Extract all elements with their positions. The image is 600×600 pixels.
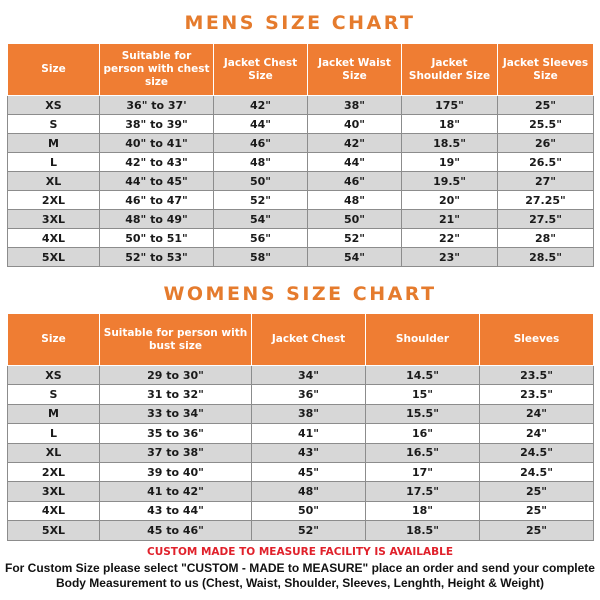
table-cell: 17.5" (366, 482, 480, 501)
table-cell: 36" to 37' (100, 96, 214, 115)
table-cell: 54" (308, 248, 402, 267)
table-cell: 175" (402, 96, 498, 115)
table-cell: 25" (480, 482, 594, 501)
table-cell: 27.5" (498, 210, 594, 229)
table-cell: 5XL (8, 248, 100, 267)
table-cell: 16.5" (366, 443, 480, 462)
table-cell: 28" (498, 229, 594, 248)
table-cell: 27.25" (498, 191, 594, 210)
table-cell: L (8, 424, 100, 443)
table-cell: 23.5" (480, 385, 594, 404)
table-row (8, 115, 594, 134)
table-row (8, 443, 594, 462)
mens-size-chart-title: MENS SIZE CHART (184, 12, 416, 34)
table-row (8, 210, 594, 229)
table-cell: 4XL (8, 501, 100, 520)
table-cell: 40" (308, 115, 402, 134)
table-cell: 27" (498, 172, 594, 191)
table-cell: 26.5" (498, 153, 594, 172)
header-jacket-chest: Jacket Chest (252, 314, 366, 366)
table-cell: 18" (366, 501, 480, 520)
table-cell: S (8, 385, 100, 404)
table-row (8, 229, 594, 248)
table-cell: 46" to 47" (100, 191, 214, 210)
table-cell: 18.5" (366, 521, 480, 540)
table-cell: 18" (402, 115, 498, 134)
header-jacket-shoulder: Jacket Shoulder Size (402, 44, 498, 96)
custom-measure-notice: CUSTOM MADE TO MEASURE FACILITY IS AVAILABLE (147, 546, 453, 558)
table-cell: 25" (480, 501, 594, 520)
table-cell: 16" (366, 424, 480, 443)
table-cell: 52" (214, 191, 308, 210)
table-cell: XS (8, 96, 100, 115)
table-cell: 52" (252, 521, 366, 540)
table-row (8, 134, 594, 153)
table-cell: 3XL (8, 482, 100, 501)
table-cell: 40" to 41" (100, 134, 214, 153)
table-cell: 25" (498, 96, 594, 115)
table-cell: 25.5" (498, 115, 594, 134)
table-cell: S (8, 115, 100, 134)
table-cell: M (8, 404, 100, 423)
table-cell: 38" (252, 404, 366, 423)
table-cell: 43 to 44" (100, 501, 252, 520)
table-row (8, 424, 594, 443)
table-cell: L (8, 153, 100, 172)
table-cell: 52" to 53" (100, 248, 214, 267)
table-cell: 19" (402, 153, 498, 172)
table-cell: 39 to 40" (100, 462, 252, 481)
table-cell: 18.5" (402, 134, 498, 153)
table-cell: 20" (402, 191, 498, 210)
table-cell: 35 to 36" (100, 424, 252, 443)
table-cell: 24.5" (480, 462, 594, 481)
table-row (8, 191, 594, 210)
table-cell: 54" (214, 210, 308, 229)
header-shoulder: Shoulder (366, 314, 480, 366)
table-cell: 34" (252, 366, 366, 385)
table-row (8, 153, 594, 172)
table-cell: 31 to 32" (100, 385, 252, 404)
header-bust-range: Suitable for person with bust size (100, 314, 252, 366)
table-header-row (8, 314, 594, 366)
table-cell: 41" (252, 424, 366, 443)
table-cell: 25" (480, 521, 594, 540)
table-cell: 44" (308, 153, 402, 172)
table-cell: 45 to 46" (100, 521, 252, 540)
table-cell: 48" to 49" (100, 210, 214, 229)
table-cell: 2XL (8, 462, 100, 481)
header-jacket-chest: Jacket Chest Size (214, 44, 308, 96)
table-cell: 21" (402, 210, 498, 229)
table-cell: 3XL (8, 210, 100, 229)
table-cell: 24" (480, 404, 594, 423)
table-cell: 15" (366, 385, 480, 404)
table-cell: 23" (402, 248, 498, 267)
header-chest-range: Suitable for person with chest size (100, 44, 214, 96)
table-cell: 43" (252, 443, 366, 462)
table-cell: 42" (308, 134, 402, 153)
table-cell: 44" to 45" (100, 172, 214, 191)
table-cell: 14.5" (366, 366, 480, 385)
table-cell: 41 to 42" (100, 482, 252, 501)
table-cell: 46" (308, 172, 402, 191)
table-cell: 50" (252, 501, 366, 520)
table-row (8, 172, 594, 191)
womens-size-table (7, 313, 594, 541)
table-cell: 37 to 38" (100, 443, 252, 462)
header-size: Size (8, 314, 100, 366)
table-header-row (8, 44, 594, 96)
table-cell: 48" (214, 153, 308, 172)
table-cell: 4XL (8, 229, 100, 248)
table-row (8, 404, 594, 423)
table-cell: XS (8, 366, 100, 385)
table-cell: 52" (308, 229, 402, 248)
table-cell: 38" to 39" (100, 115, 214, 134)
table-cell: 50" to 51" (100, 229, 214, 248)
header-jacket-sleeves: Jacket Sleeves Size (498, 44, 594, 96)
table-cell: 56" (214, 229, 308, 248)
table-row (8, 248, 594, 267)
womens-size-chart-title: WOMENS SIZE CHART (163, 283, 437, 305)
table-cell: 42" to 43" (100, 153, 214, 172)
table-row (8, 96, 594, 115)
table-row (8, 366, 594, 385)
table-cell: 33 to 34" (100, 404, 252, 423)
table-cell: 5XL (8, 521, 100, 540)
table-cell: 28.5" (498, 248, 594, 267)
table-cell: 42" (214, 96, 308, 115)
table-cell: 15.5" (366, 404, 480, 423)
table-cell: M (8, 134, 100, 153)
table-cell: 29 to 30" (100, 366, 252, 385)
table-cell: 44" (214, 115, 308, 134)
table-cell: 19.5" (402, 172, 498, 191)
table-cell: 23.5" (480, 366, 594, 385)
table-cell: 2XL (8, 191, 100, 210)
table-cell: 48" (308, 191, 402, 210)
table-cell: 48" (252, 482, 366, 501)
table-cell: XL (8, 443, 100, 462)
table-cell: 22" (402, 229, 498, 248)
table-row (8, 521, 594, 540)
table-row (8, 482, 594, 501)
table-cell: 24" (480, 424, 594, 443)
table-cell: XL (8, 172, 100, 191)
table-cell: 50" (214, 172, 308, 191)
table-row (8, 501, 594, 520)
table-row (8, 462, 594, 481)
table-cell: 24.5" (480, 443, 594, 462)
table-cell: 58" (214, 248, 308, 267)
table-cell: 46" (214, 134, 308, 153)
header-size: Size (8, 44, 100, 96)
table-cell: 26" (498, 134, 594, 153)
header-jacket-waist: Jacket Waist Size (308, 44, 402, 96)
mens-size-table (7, 43, 594, 267)
custom-size-instructions: For Custom Size please select "CUSTOM - MADE to MEASURE" place an order and send your complete Body Measurement to us (Chest, Waist, Shoulder, Sleeves, Lenghth, Height & Weight) (5, 561, 595, 590)
table-cell: 38" (308, 96, 402, 115)
table-cell: 17" (366, 462, 480, 481)
table-cell: 36" (252, 385, 366, 404)
table-row (8, 385, 594, 404)
table-cell: 45" (252, 462, 366, 481)
header-sleeves: Sleeves (480, 314, 594, 366)
table-cell: 50" (308, 210, 402, 229)
